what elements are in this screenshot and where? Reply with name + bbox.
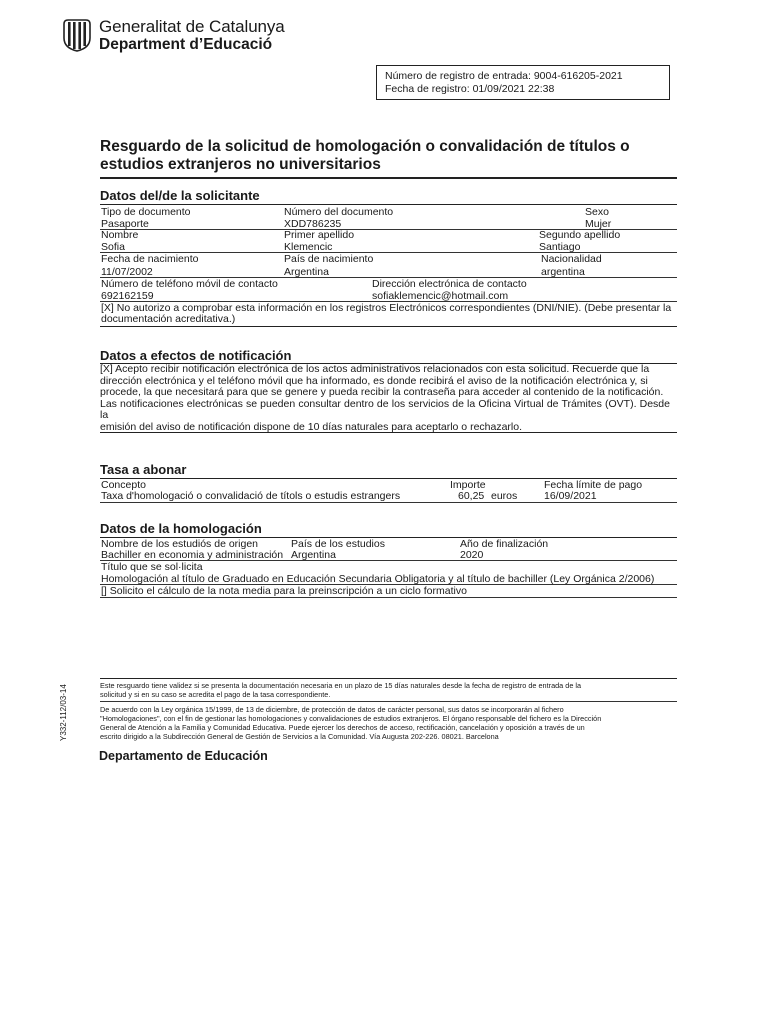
department-name: Department d’Educació bbox=[99, 36, 273, 53]
validity-notice: Este resguardo tiene validez si se presenta la documentación necesaria en un plazo de 15 días naturales desde la fecha de registro de entrada de la solicitud y si en su caso se acredita el pago de la tasa correspondiente. bbox=[100, 681, 582, 699]
completion-year-label: Año de finalización bbox=[460, 538, 549, 550]
birth-country-value: Argentina bbox=[284, 266, 329, 278]
notification-section-heading: Datos a efectos de notificación bbox=[100, 348, 292, 363]
consent-checkbox-text-cont: documentación acreditativa.) bbox=[101, 313, 236, 325]
registration-box bbox=[376, 65, 670, 100]
doc-number-label: Número del documento bbox=[284, 206, 394, 218]
divider bbox=[100, 678, 677, 679]
homologation-section-heading: Datos de la homologación bbox=[100, 521, 262, 536]
doc-type-label: Tipo de documento bbox=[101, 206, 191, 218]
nationality-value: argentina bbox=[541, 266, 585, 278]
registration-date-row bbox=[385, 83, 669, 96]
divider bbox=[100, 177, 677, 179]
registration-entry-value: 9004-616205-2021 bbox=[533, 70, 623, 82]
origin-studies-label: Nombre de los estudiós de origen bbox=[101, 538, 259, 550]
birth-country-label: País de nacimiento bbox=[284, 253, 374, 265]
surname2-label: Segundo apellido bbox=[539, 229, 621, 241]
origin-studies-value: Bachiller en economia y administración bbox=[101, 549, 284, 561]
studies-country-value: Argentina bbox=[291, 549, 336, 561]
divider bbox=[100, 502, 677, 503]
consent-checkbox-text: [X] No autorizo a comprobar esta información en los registros Electrónicos correspondientes (DNI/NIE). (Debe presentar la bbox=[101, 302, 672, 314]
divider bbox=[100, 597, 677, 598]
name-value: Sofia bbox=[101, 241, 125, 253]
fee-section-heading: Tasa a abonar bbox=[100, 462, 187, 477]
registration-entry-label: Número de registro de entrada: bbox=[385, 70, 531, 82]
footer-department: Departamento de Educación bbox=[99, 749, 268, 763]
nationality-label: Nacionalidad bbox=[541, 253, 602, 265]
requested-title-value: Homologación al título de Graduado en Educación Secundaria Obligatoria y al título de bachiller (Ley Orgánica 2/2006) bbox=[101, 573, 655, 585]
phone-value: 692162159 bbox=[101, 290, 154, 302]
completion-year-value: 2020 bbox=[460, 549, 484, 561]
fee-amount-label: Importe bbox=[450, 479, 486, 491]
birth-date-value: 11/07/2002 bbox=[101, 266, 153, 278]
divider bbox=[100, 204, 677, 205]
fee-deadline-label: Fecha límite de pago bbox=[544, 479, 643, 491]
sex-label: Sexo bbox=[585, 206, 609, 218]
phone-label: Número de teléfono móvil de contacto bbox=[101, 278, 278, 290]
registration-entry-row bbox=[385, 70, 669, 83]
divider bbox=[100, 432, 677, 433]
sex-value: Mujer bbox=[585, 218, 612, 230]
average-grade-checkbox-text: [] Solicito el cálculo de la nota media para la preinscripción a un ciclo formativo bbox=[101, 585, 467, 597]
form-code: Y332-112/03-14 bbox=[59, 684, 68, 741]
email-value: sofiaklemencic@hotmail.com bbox=[372, 290, 509, 302]
requested-title-label: Título que se sol·licita bbox=[101, 561, 203, 573]
studies-country-label: País de los estudios bbox=[291, 538, 385, 550]
registration-date-label: Fecha de registro: bbox=[385, 82, 470, 95]
page-title: Resguardo de la solicitud de homologación o convalidación de títulos o estudios extranjeros no universitarios bbox=[100, 138, 630, 173]
doc-number-value: XDD786235 bbox=[284, 218, 342, 230]
privacy-notice: De acuerdo con la Ley orgánica 15/1999, de 13 de diciembre, de protección de datos de carácter personal, sus datos se incorporarán al fichero "Homologaciones", con el fin de gestionar las homologaciones y convalidaciones de estudios extranjeros. El órgano responsable del fichero es la Dirección General de Atención a la Familia y Comunidad Educativa. Puede ejercer los derechos de acceso, rectificación, cancelación y oposición a través de un escrito dirigido a la Subdirección General de Gestión de Servicios a la Comunidad. Vía Augusta 202-226. 08021. Barcelona bbox=[100, 705, 602, 741]
fee-deadline-value: 16/09/2021 bbox=[544, 490, 597, 502]
surname2-value: Santiago bbox=[539, 241, 581, 253]
surname1-label: Primer apellido bbox=[284, 229, 355, 241]
registration-date-value: 01/09/2021 22:38 bbox=[472, 82, 555, 95]
notification-text: [X] Acepto recibir notificación electrónica de los actos administrativos relacionados con esta solicitud. Recuerde que la dirección electrónica y el teléfono móvil que ha informado, es donde recibirá el aviso de la notificación electrónica y, si procede, la que necesitará para que se genere y pueda recibir la contraseña para acceder al contenido de la notificación. Las notificaciones electrónicas se pueden consultar dentro de los servicios de la Oficina Virtual de Trámites (OVT). Desde la emisión del aviso de notificación dispone de 10 días naturales para aceptarlo o rechazarlo. bbox=[100, 363, 670, 433]
doc-type-value: Pasaporte bbox=[101, 218, 149, 230]
birth-date-label: Fecha de nacimiento bbox=[101, 253, 199, 265]
fee-concept-label: Concepto bbox=[101, 479, 146, 491]
fee-currency: euros bbox=[491, 490, 518, 502]
divider bbox=[100, 326, 677, 327]
applicant-section-heading: Datos del/de la solicitante bbox=[100, 188, 260, 203]
divider bbox=[100, 701, 677, 702]
email-label: Dirección electrónica de contacto bbox=[372, 278, 527, 290]
fee-amount-value: 60,25 bbox=[458, 490, 485, 502]
fee-concept-value: Taxa d'homologació o convalidació de títols o estudis estrangers bbox=[101, 490, 401, 502]
surname1-value: Klemencic bbox=[284, 241, 333, 253]
name-label: Nombre bbox=[101, 229, 139, 241]
org-name: Generalitat de Catalunya bbox=[99, 17, 285, 36]
generalitat-logo-icon bbox=[62, 18, 92, 52]
